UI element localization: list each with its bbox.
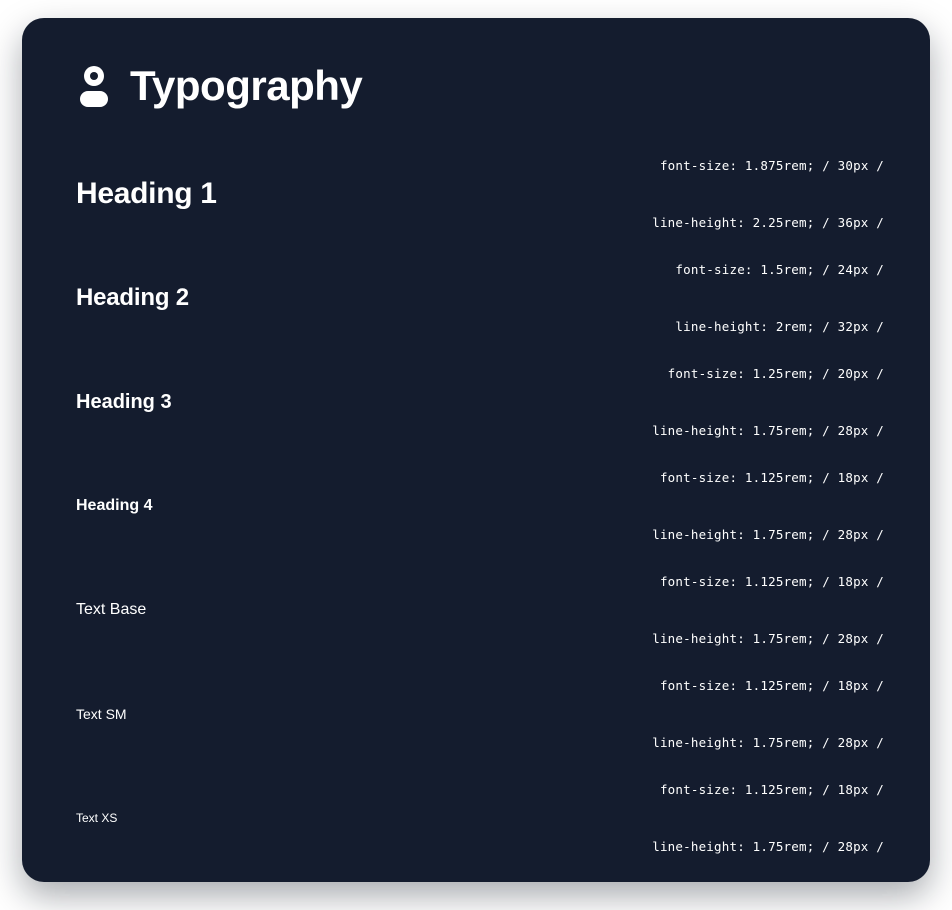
typography-scale-list [76,142,884,870]
spec-line-height-heading-2: line-height: 2rem; / 32px / [675,319,884,335]
sample-heading-4: Heading 4 [76,497,153,515]
spec-font-size-heading-3: font-size: 1.25rem; / 20px / [667,366,884,382]
typography-card [22,18,930,882]
spec-line-height-text-xs: line-height: 1.75rem; / 28px / [652,839,884,855]
page-header [76,64,884,108]
page-title: Typography [130,62,363,109]
sample-heading-2: Heading 2 [76,284,189,312]
spec-line-height-text-base: line-height: 1.75rem; / 28px / [652,631,884,647]
spec-font-size-text-xs: font-size: 1.125rem; / 18px / [659,782,884,798]
sample-text-sm: Text SM [76,706,127,723]
person-avatar-icon [76,65,112,107]
spec-line-height-text-sm: line-height: 1.75rem; / 28px / [652,735,884,751]
spec-line-height-heading-3: line-height: 1.75rem; / 28px / [652,423,884,439]
spec-line-height-heading-1: line-height: 2.25rem; / 36px / [652,215,884,231]
spec-font-size-heading-1: font-size: 1.875rem; / 30px / [659,158,884,174]
spec-font-size-text-base: font-size: 1.125rem; / 18px / [659,574,884,590]
sample-heading-1: Heading 1 [76,177,217,211]
type-row-text-xs [76,766,884,870]
spec-font-size-text-sm: font-size: 1.125rem; / 18px / [659,678,884,694]
sample-heading-3: Heading 3 [76,391,172,414]
sample-text-xs: Text XS [76,811,118,826]
sample-text-base: Text Base [76,601,147,619]
spec-font-size-heading-4: font-size: 1.125rem; / 18px / [659,470,884,486]
specs-text-xs [652,742,884,882]
spec-font-size-heading-2: font-size: 1.5rem; / 24px / [675,262,884,278]
spec-line-height-heading-4: line-height: 1.75rem; / 28px / [652,527,884,543]
